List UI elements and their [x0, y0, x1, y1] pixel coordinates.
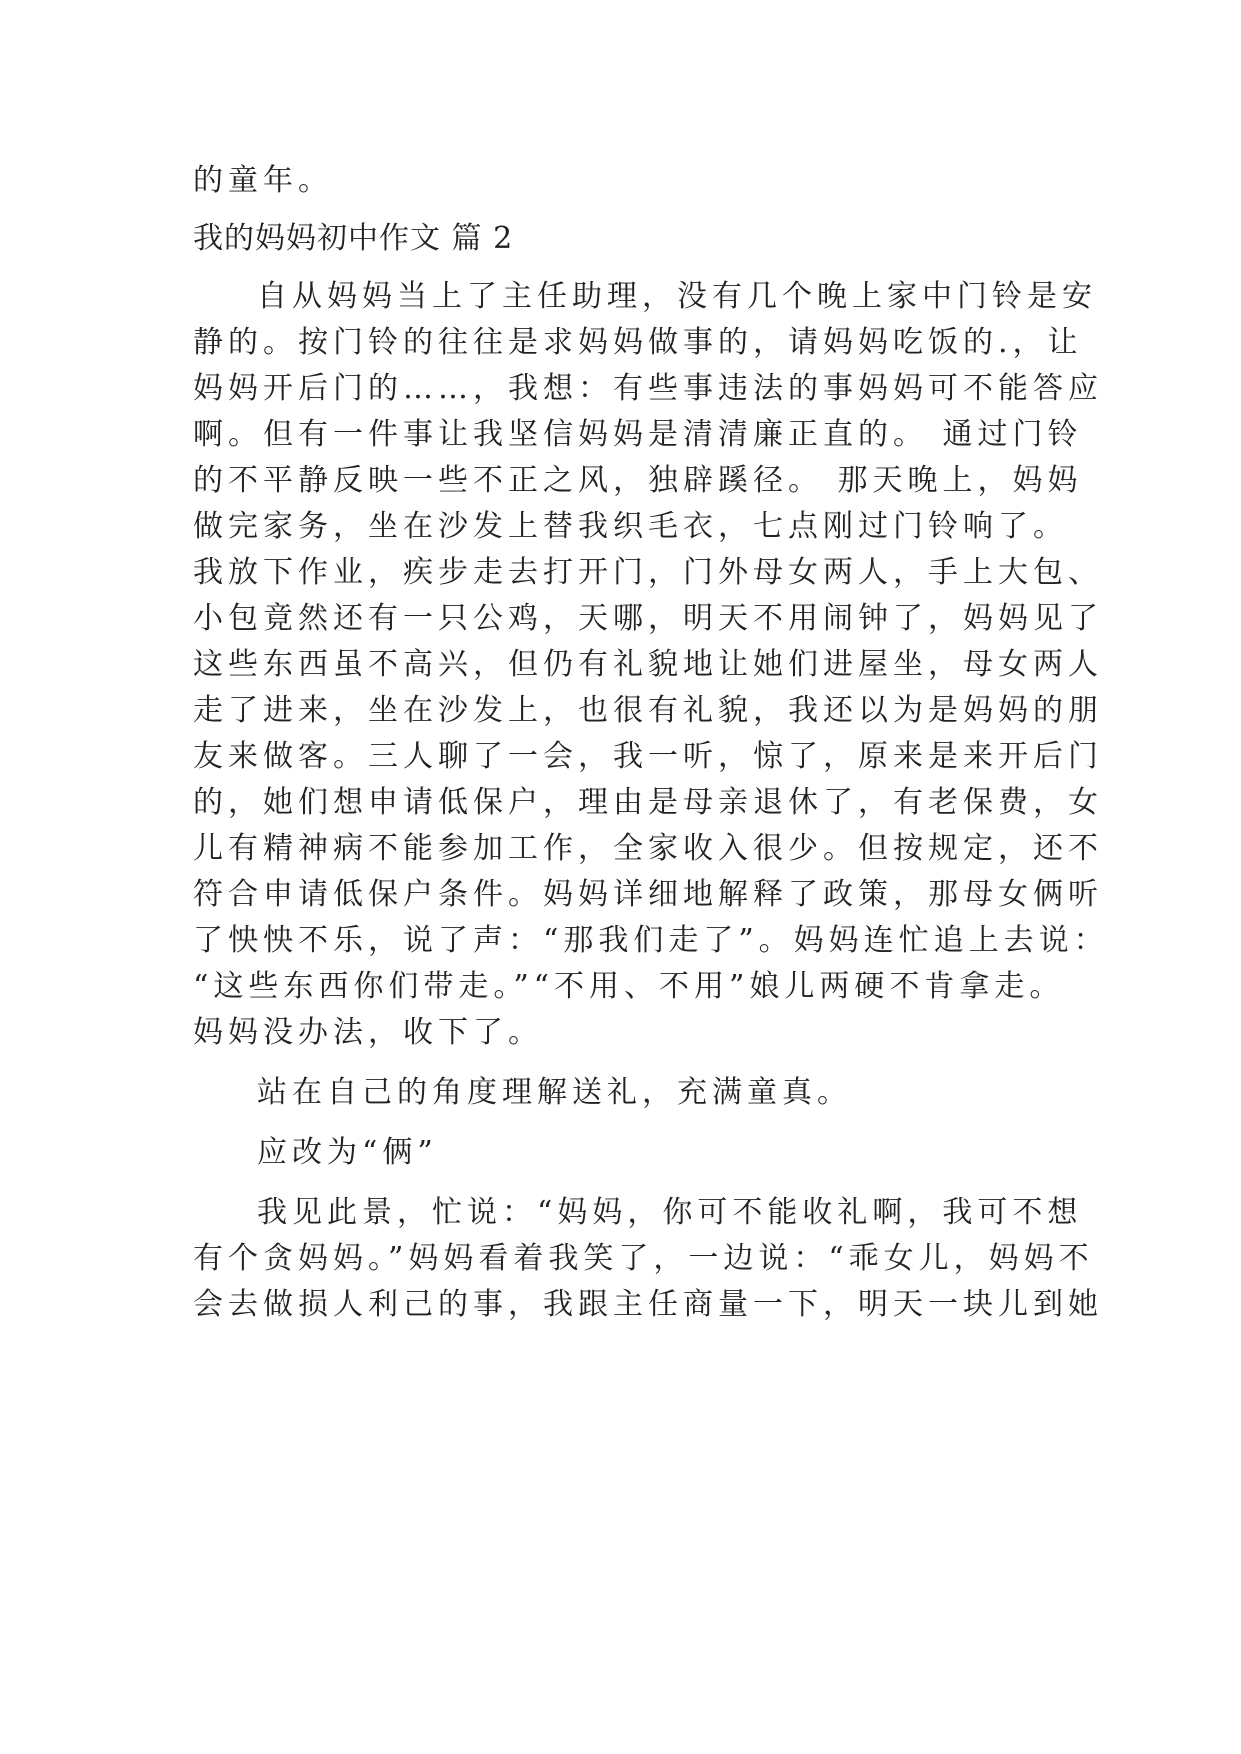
paragraph-line: 妈妈开后门的……，我想：有些事违法的事妈妈可不能答应	[193, 371, 1103, 406]
paragraph-1	[193, 274, 1109, 1056]
paragraph-line: 静的。按门铃的往往是求妈妈做事的，请妈妈吃饭的.，让	[193, 325, 1083, 360]
paragraph-line: “这些东西你们带走。”“不用、不用”娘儿两硬不肯拿走。	[193, 969, 1065, 1004]
paragraph-2	[193, 1070, 1063, 1116]
paragraph-line: 啊。但有一件事让我坚信妈妈是清清廉正直的。 通过门铃	[193, 417, 1083, 452]
paragraph-3	[193, 1130, 1063, 1176]
paragraph-4	[193, 1190, 1103, 1328]
previous-section-tail: 的童年。	[193, 163, 333, 198]
paragraph-line: 我放下作业，疾步走去打开门，门外母女两人，手上大包、	[193, 555, 1103, 590]
paragraph-line: 应改为“俩”	[257, 1135, 438, 1170]
paragraph-line: 我见此景，忙说：“妈妈，你可不能收礼啊，我可不想	[257, 1195, 1083, 1230]
paragraph-line: 的，她们想申请低保户，理由是母亲退休了，有老保费，女	[193, 785, 1103, 820]
paragraph-line: 做完家务，坐在沙发上替我织毛衣，七点刚过门铃响了。	[193, 509, 1068, 544]
paragraph-line: 妈妈没办法，收下了。	[193, 1015, 543, 1050]
paragraph-line: 走了进来，坐在沙发上，也很有礼貌，我还以为是妈妈的朋	[193, 693, 1103, 728]
paragraph-line: 友来做客。三人聊了一会，我一听，惊了，原来是来开后门	[193, 739, 1103, 774]
paragraph-line: 符合申请低保户条件。妈妈详细地解释了政策，那母女俩听	[193, 877, 1103, 912]
paragraph-line: 这些东西虽不高兴，但仍有礼貌地让她们进屋坐，母女两人	[193, 647, 1103, 682]
paragraph-line: 会去做损人利己的事，我跟主任商量一下，明天一块儿到她	[193, 1287, 1103, 1322]
paragraph-line: 的不平静反映一些不正之风，独辟蹊径。 那天晚上，妈妈	[193, 463, 1083, 498]
paragraph-line: 站在自己的角度理解送礼，充满童真。	[257, 1075, 852, 1110]
paragraph-line: 自从妈妈当上了主任助理，没有几个晚上家中门铃是安	[257, 279, 1097, 314]
paragraph-line: 儿有精神病不能参加工作，全家收入很少。但按规定，还不	[193, 831, 1103, 866]
paragraph-line: 了怏怏不乐，说了声：“那我们走了”。妈妈连忙追上去说：	[193, 923, 1109, 958]
section-heading: 我的妈妈初中作文 篇 2	[193, 221, 514, 256]
paragraph-line: 小包竟然还有一只公鸡，天哪，明天不用闹钟了，妈妈见了	[193, 601, 1103, 636]
paragraph-line: 有个贪妈妈。”妈妈看着我笑了，一边说：“乖女儿，妈妈不	[193, 1241, 1094, 1276]
document-body	[193, 158, 1109, 1328]
